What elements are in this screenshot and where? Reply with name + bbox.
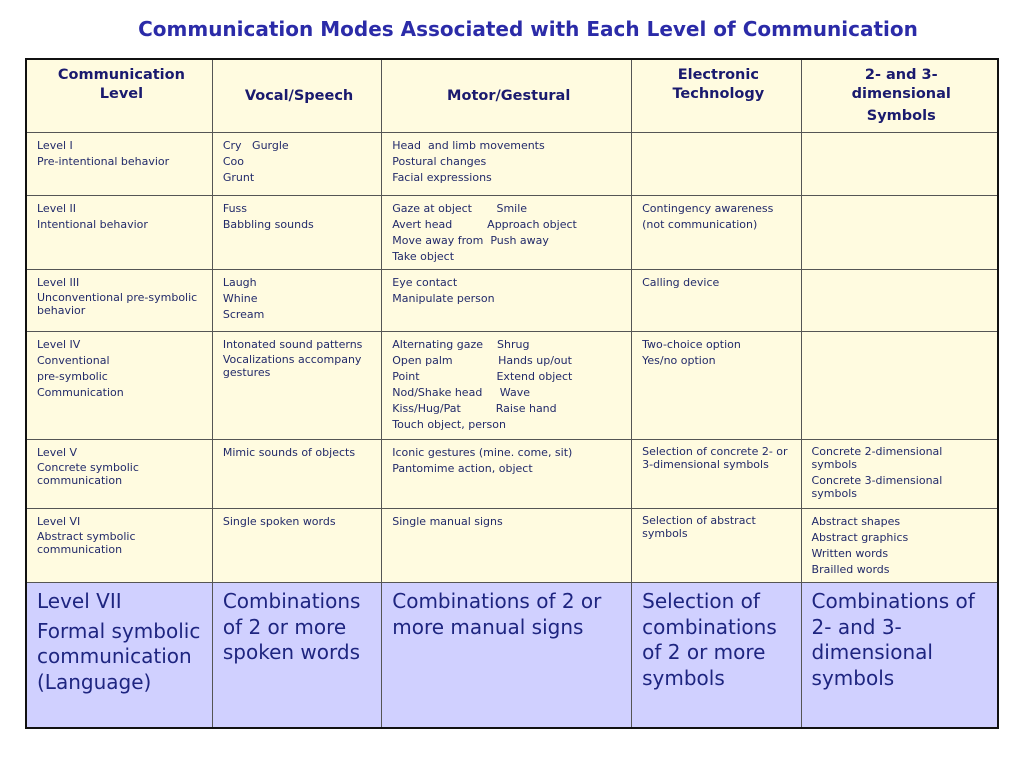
cell-line: Level VII xyxy=(37,589,122,613)
cell-motor xyxy=(382,196,632,270)
header-electronic-technology xyxy=(632,59,801,133)
cell-motor xyxy=(382,332,632,440)
cell-line: Eye contact xyxy=(392,276,458,289)
cell-line: Cry Gurgle xyxy=(222,139,289,152)
header-level-line: Level xyxy=(99,86,144,102)
cell-vocal xyxy=(212,509,381,583)
cell-level xyxy=(26,332,212,440)
cell-line: Abstract graphics xyxy=(811,531,909,544)
cell-line: Touch object, person xyxy=(392,418,506,431)
cell-line: Brailled words xyxy=(811,563,890,576)
cell-line: Yes/no option xyxy=(642,354,716,367)
header-motor-label: Motor/Gestural xyxy=(447,88,571,104)
cell-motor xyxy=(382,509,632,583)
cell-line: Abstract shapes xyxy=(811,515,901,528)
cell-motor xyxy=(382,440,632,509)
cell-electronic xyxy=(632,270,801,332)
header-symbols xyxy=(801,59,998,133)
cell-line: Nod/Shake head Wave xyxy=(392,386,530,399)
cell-line: Mimic sounds of objects xyxy=(222,446,356,459)
cell-motor xyxy=(382,270,632,332)
header-symbols-line: Symbols xyxy=(866,108,936,124)
cell-line: Level VI xyxy=(37,515,81,528)
cell-electronic xyxy=(632,332,801,440)
header-symbols-line: dimensional xyxy=(851,86,951,102)
header-communication-level xyxy=(26,59,212,133)
cell-line: Manipulate person xyxy=(392,292,495,305)
cell-line: Selection of abstract symbols xyxy=(642,514,756,540)
cell-vocal xyxy=(212,440,381,509)
cell-vocal xyxy=(212,133,381,196)
cell-line: Open palm Hands up/out xyxy=(392,354,572,367)
table-row xyxy=(26,270,998,332)
header-row xyxy=(26,59,998,133)
cell-electronic xyxy=(632,133,801,196)
cell-line: Level II xyxy=(37,202,77,215)
cell-motor xyxy=(382,583,632,729)
header-symbols-line: 2- and 3- xyxy=(864,67,938,83)
cell-line: Formal symbolic communication (Language) xyxy=(37,618,201,694)
header-motor-gestural xyxy=(382,59,632,133)
cell-level xyxy=(26,133,212,196)
cell-level xyxy=(26,509,212,583)
table-row xyxy=(26,440,998,509)
cell-line: Selection of combinations of 2 or more symbols xyxy=(642,589,777,690)
cell-line: Combinations of 2 or more spoken words xyxy=(222,589,361,664)
cell-line: Laugh xyxy=(222,276,257,289)
cell-electronic xyxy=(632,509,801,583)
cell-line: Move away from Push away xyxy=(392,234,549,247)
cell-vocal xyxy=(212,332,381,440)
cell-line: Whine xyxy=(222,292,258,305)
cell-line: Alternating gaze Shrug xyxy=(392,338,530,351)
table-row xyxy=(26,509,998,583)
cell-line: Head and limb movements xyxy=(392,139,545,152)
cell-line: Concrete symbolic communication xyxy=(37,461,139,487)
page-title: Communication Modes Associated with Each Level of Communication xyxy=(138,17,918,41)
cell-level xyxy=(26,583,212,729)
cell-line: pre-symbolic xyxy=(37,370,108,383)
cell-line: Postural changes xyxy=(392,155,487,168)
cell-line: Babbling sounds xyxy=(222,218,314,231)
cell-line: Written words xyxy=(811,547,889,560)
cell-line: Kiss/Hug/Pat Raise hand xyxy=(392,402,557,415)
cell-line: Iconic gestures (mine. come, sit) xyxy=(392,446,573,459)
cell-vocal xyxy=(212,196,381,270)
cell-electronic xyxy=(632,583,801,729)
header-level-line: Communication xyxy=(57,67,185,83)
cell-line: Level I xyxy=(37,139,73,152)
cell-line: Concrete 2-dimensional symbols xyxy=(811,445,943,471)
table-row xyxy=(26,332,998,440)
cell-line: Calling device xyxy=(642,276,720,289)
header-vocal-speech xyxy=(212,59,381,133)
cell-vocal xyxy=(212,270,381,332)
table-row xyxy=(26,196,998,270)
cell-electronic xyxy=(632,440,801,509)
cell-line: Pre-intentional behavior xyxy=(37,155,170,168)
table-row-level-vii xyxy=(26,583,998,729)
cell-line: Level V xyxy=(37,446,78,459)
header-vocal-label: Vocal/Speech xyxy=(244,88,354,104)
cell-symbols xyxy=(801,270,998,332)
cell-line: Abstract symbolic communication xyxy=(37,530,136,556)
cell-line: Point Extend object xyxy=(392,370,573,383)
header-electronic-line: Electronic xyxy=(677,67,759,83)
cell-symbols xyxy=(801,196,998,270)
cell-line: Fuss xyxy=(222,202,248,215)
cell-line: Intonated sound patterns xyxy=(222,338,363,351)
cell-symbols xyxy=(801,583,998,729)
cell-line: Two-choice option xyxy=(642,338,741,351)
cell-level xyxy=(26,196,212,270)
cell-line: Unconventional pre-symbolic behavior xyxy=(37,291,198,317)
communication-modes-table xyxy=(25,58,999,729)
cell-symbols xyxy=(801,440,998,509)
cell-vocal xyxy=(212,583,381,729)
cell-line: Contingency awareness xyxy=(642,202,774,215)
cell-line: Single manual signs xyxy=(392,515,503,528)
cell-line: Level III xyxy=(37,276,80,289)
cell-line: Avert head Approach object xyxy=(392,218,577,231)
cell-line: (not communication) xyxy=(642,218,758,231)
cell-symbols xyxy=(801,332,998,440)
cell-line: Selection of concrete 2- or 3-dimensional symbols xyxy=(642,445,788,471)
cell-line: Pantomime action, object xyxy=(392,462,533,475)
cell-line: Concrete 3-dimensional symbols xyxy=(811,474,943,500)
cell-line: Gaze at object Smile xyxy=(392,202,528,215)
cell-line: Combinations of 2- and 3-dimensional symbols xyxy=(811,589,975,690)
cell-line: Take object xyxy=(392,250,455,263)
cell-symbols xyxy=(801,509,998,583)
cell-level xyxy=(26,440,212,509)
cell-electronic xyxy=(632,196,801,270)
cell-line: Facial expressions xyxy=(392,171,492,184)
cell-line: Scream xyxy=(222,308,265,321)
cell-symbols xyxy=(801,133,998,196)
cell-line: Single spoken words xyxy=(222,515,336,528)
cell-line: Vocalizations accompany gestures xyxy=(222,353,362,379)
cell-motor xyxy=(382,133,632,196)
cell-level xyxy=(26,270,212,332)
cell-line: Level IV xyxy=(37,338,81,351)
cell-line: Grunt xyxy=(222,171,255,184)
table-row xyxy=(26,133,998,196)
cell-line: Combinations of 2 or more manual signs xyxy=(392,589,602,639)
header-electronic-line: Technology xyxy=(672,86,765,102)
cell-line: Communication xyxy=(37,386,124,399)
cell-line: Intentional behavior xyxy=(37,218,148,231)
cell-line: Conventional xyxy=(37,354,110,367)
cell-line: Coo xyxy=(222,155,244,168)
